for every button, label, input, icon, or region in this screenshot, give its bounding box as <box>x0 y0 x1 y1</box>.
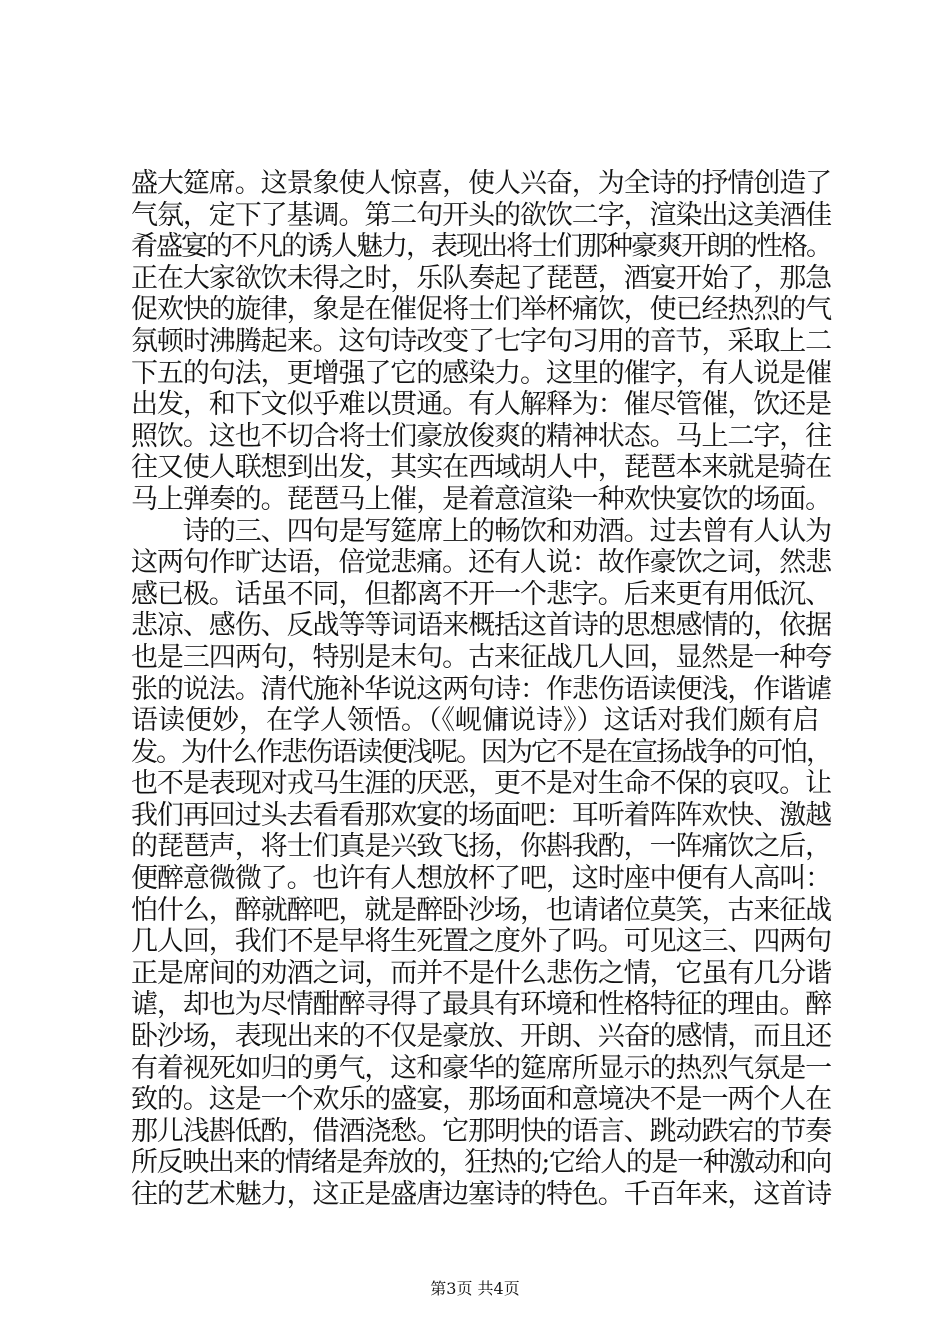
text-line: 也不是表现对戎马生涯的厌恶，更不是对生命不保的哀叹。让 <box>131 768 832 800</box>
text-line: 也是三四两句，特别是末句。古来征战几人回，显然是一种夸 <box>131 641 832 673</box>
text-line: 卧沙场，表现出来的不仅是豪放、开朗、兴奋的感情，而且还 <box>131 1021 832 1053</box>
text-line: 有着视死如归的勇气，这和豪华的筵席所显示的热烈气氛是一 <box>131 1052 832 1084</box>
text-line: 语读便妙，在学人领悟。（《岘傭说诗》）这话对我们颇有启 <box>131 705 820 737</box>
text-line: 的琵琶声，将士们真是兴致飞扬，你斟我酌，一阵痛饮之后， <box>131 831 832 863</box>
body-text <box>131 168 831 1211</box>
text-line: 所反映出来的情绪是奔放的，狂热的;它给人的是一种激动和向 <box>131 1147 832 1179</box>
text-line: 出发，和下文似乎难以贯通。有人解释为：催尽管催，饮还是 <box>131 389 832 421</box>
page-footer: 第3页 共4页 <box>430 1279 520 1298</box>
text-line: 我们再回过头去看看那欢宴的场面吧：耳听着阵阵欢快、激越 <box>131 799 832 831</box>
text-line: 悲凉、感伤、反战等等词语来概括这首诗的思想感情的，依据 <box>131 610 832 642</box>
text-line: 盛大筵席。这景象使人惊喜，使人兴奋，为全诗的抒情创造了 <box>131 168 832 199</box>
text-line: 那儿浅斟低酌，借酒浇愁。它那明快的语言、跳动跌宕的节奏 <box>131 1115 832 1147</box>
text-line: 气氛，定下了基调。第二句开头的欲饮二字，渲染出这美酒佳 <box>131 199 832 231</box>
text-line: 照饮。这也不切合将士们豪放俊爽的精神状态。马上二字，往 <box>131 420 832 452</box>
text-line: 张的说法。清代施补华说这两句诗：作悲伤语读便浅，作谐谑 <box>131 673 832 705</box>
text-line: 马上弹奏的。琵琶马上催，是着意渲染一种欢快宴饮的场面。 <box>131 483 832 515</box>
text-line: 正在大家欲饮未得之时，乐队奏起了琵琶，酒宴开始了，那急 <box>131 262 832 294</box>
text-line: 肴盛宴的不凡的诱人魅力，表现出将士们那种豪爽开朗的性格。 <box>131 231 831 263</box>
text-line: 诗的三、四句是写筵席上的畅饮和劝酒。过去曾有人认为 <box>131 515 832 547</box>
text-line: 致的。这是一个欢乐的盛宴，那场面和意境决不是一两个人在 <box>131 1084 832 1116</box>
text-line: 正是席间的劝酒之词，而并不是什么悲伤之情，它虽有几分谐 <box>131 957 832 989</box>
text-line: 便醉意微微了。也许有人想放杯了吧，这时座中便有人高叫： <box>131 863 832 895</box>
text-line: 往的艺术魅力，这正是盛唐边塞诗的特色。千百年来，这首诗 <box>131 1179 832 1210</box>
text-line: 这两句作旷达语，倍觉悲痛。还有人说：故作豪饮之词，然悲 <box>131 547 832 579</box>
text-line: 怕什么，醉就醉吧，就是醉卧沙场，也请诸位莫笑，古来征战 <box>131 894 832 926</box>
text-line: 几人回，我们不是早将生死置之度外了吗。可见这三、四两句 <box>131 926 832 958</box>
text-line: 氛顿时沸腾起来。这句诗改变了七字句习用的音节，采取上二 <box>131 325 832 357</box>
text-line: 谑，却也为尽情酣醉寻得了最具有环境和性格特征的理由。醉 <box>131 989 832 1021</box>
text-line: 往又使人联想到出发，其实在西域胡人中，琵琶本来就是骑在 <box>131 452 832 484</box>
text-line: 促欢快的旋律，象是在催促将士们举杯痛饮，使已经热烈的气 <box>131 294 832 326</box>
text-line: 感已极。话虽不同，但都离不开一个悲字。后来更有用低沉、 <box>131 578 832 610</box>
text-line: 发。为什么作悲伤语读便浅呢。因为它不是在宣扬战争的可怕， <box>131 736 831 768</box>
text-line: 下五的句法，更增强了它的感染力。这里的催字，有人说是催 <box>131 357 832 389</box>
